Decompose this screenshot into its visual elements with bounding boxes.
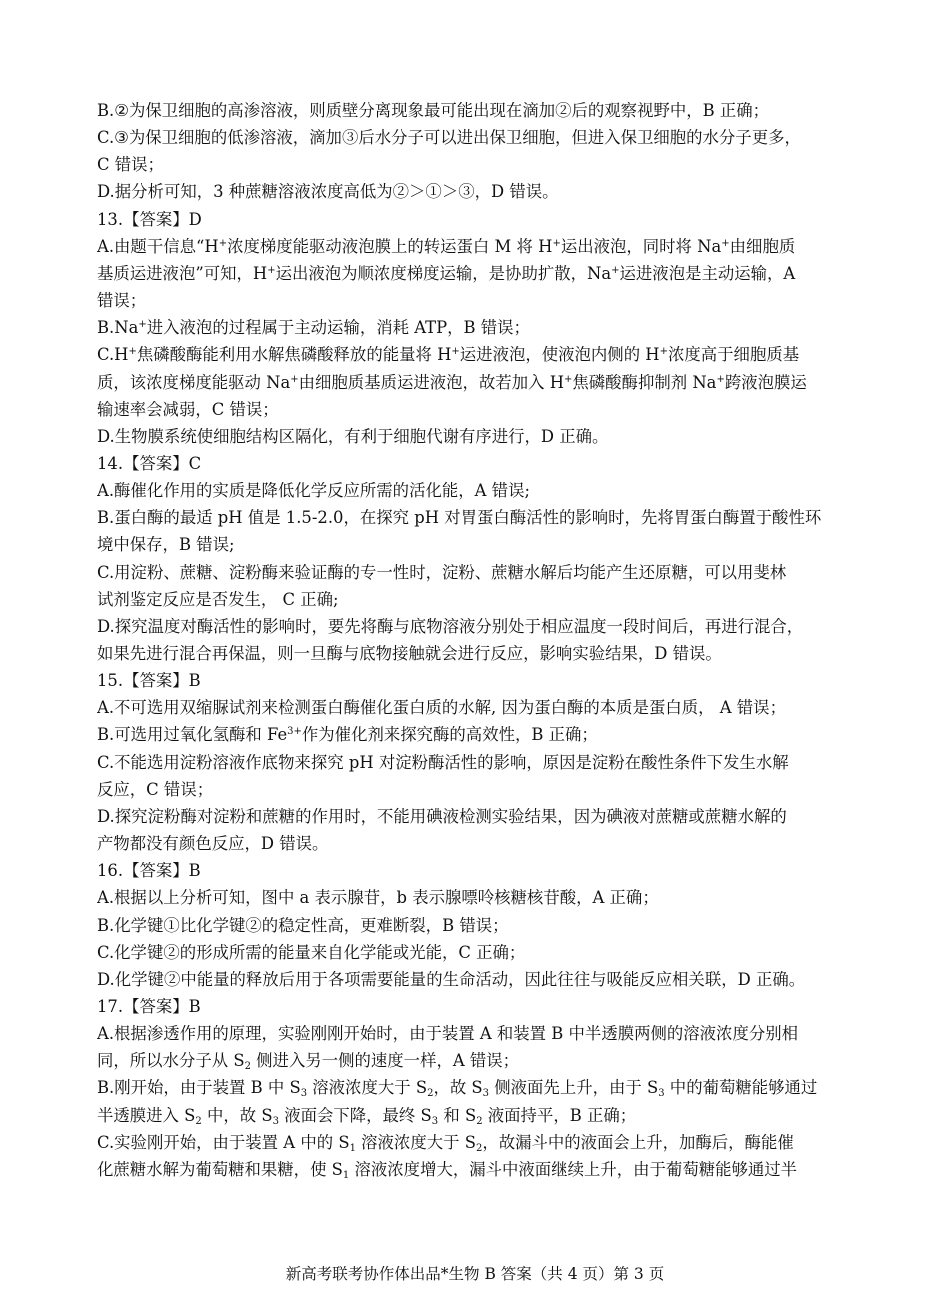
text-line: 质，该浓度梯度能驱动 Na+由细胞质基质运进液泡，故若加入 H+焦磷酸酶抑制剂 Na+跨液泡膜运 — [97, 372, 807, 392]
text-line: B.②为保卫细胞的高渗溶液，则质壁分离现象最可能出现在滴加②后的观察视野中，B 正确； — [97, 101, 770, 120]
text-line: B.蛋白酶的最适 pH 值是 1.5-2.0，在探究 pH 对胃蛋白酶活性的影响时，先将胃蛋白酶置于酸性环 — [97, 508, 822, 528]
text-line: 产物都没有颜色反应，D 错误。 — [97, 834, 329, 854]
text-line: 半透膜进入 $S_2$ 中，故 $S_3$ 液面会下降，最终 $S_3$ 和 $S_2$ 液面持平，B 正确； — [97, 1105, 637, 1127]
text-line: A.酶催化作用的实质是降低化学反应所需的活化能，A 错误; — [97, 481, 530, 501]
text-line: 同，所以水分子从 $S_2$ 侧进入另一侧的速度一样，A 错误； — [97, 1051, 520, 1073]
text-line: A.由题干信息“H+浓度梯度能驱动液泡膜上的转运蛋白 M 将 H+运出液泡，同时将 Na+由细胞质 — [97, 236, 796, 256]
text-line: A.不可选用双缩脲试剂来检测蛋白酶催化蛋白质的水解, 因为蛋白酶的本质是蛋白质， A 错误； — [97, 698, 786, 718]
text-line: 基质运进液泡”可知，H+运出液泡为顺浓度梯度运输，是协助扩散，Na+运进液泡是主动运输，A — [97, 263, 796, 283]
text-line: B.Na+进入液泡的过程属于主动运输，消耗 ATP，B 错误； — [97, 318, 530, 338]
page-footer: 新高考联考协作体出品*生物 B 答案（共 4 页）第 3 页 — [285, 1265, 665, 1283]
text-line: 16.【答案】B — [97, 861, 201, 881]
text-line: 17.【答案】B — [97, 996, 201, 1016]
text-line: C.实验刚开始，由于装置 A 中的 $S_1$ 溶液浓度大于 $S_2$，故漏斗中的液面会上升，加酶后，酶能催 — [97, 1132, 794, 1154]
text-line: C.③为保卫细胞的低渗溶液，滴加③后水分子可以进出保卫细胞，但进入保卫细胞的水分子更多， — [97, 128, 801, 148]
text-line: 反应，C 错误； — [97, 779, 214, 799]
text-line: C 错误； — [97, 155, 164, 175]
text-line: D.化学键②中能量的释放后用于各项需要能量的生命活动，因此往往与吸能反应相关联，D 正确。 — [97, 969, 806, 989]
text-line: 输速率会减弱，C 错误； — [97, 399, 279, 419]
text-line: C.化学键②的形成所需的能量来自化学能或光能，C 正确； — [97, 942, 526, 962]
text-line: A.根据以上分析可知，图中 a 表示腺苷，b 表示腺嘌呤核糖核苷酸，A 正确； — [97, 888, 659, 908]
text-line: D.生物膜系统使细胞结构区隔化，有利于细胞代谢有序进行，D 正确。 — [97, 426, 609, 446]
text-line: 如果先进行混合再保温，则一旦酶与底物接触就会进行反应，影响实验结果，D 错误。 — [97, 644, 722, 663]
text-line: C.用淀粉、蔗糖、淀粉酶来验证酶的专一性时，淀粉、蔗糖水解后均能产生还原糖，可以用斐林 — [97, 562, 787, 582]
text-line: 14.【答案】C — [97, 453, 202, 473]
text-line: 境中保存，B 错误; — [97, 535, 235, 555]
text-line: 错误； — [97, 291, 147, 311]
text-line: D.探究温度对酶活性的影响时，要先将酶与底物溶液分别处于相应温度一段时间后，再进行混合， — [97, 616, 804, 636]
text-line: B.刚开始，由于装置 B 中 $S_3$ 溶液浓度大于 $S_2$，故 $S_3$ 侧液面先上升，由于 $S_3$ 中的葡萄糖能够通过 — [97, 1078, 818, 1100]
text-line: B.化学键①比化学键②的稳定性高，更难断裂，B 错误； — [97, 915, 509, 935]
text-line: C.不能选用淀粉溶液作底物来探究 pH 对淀粉酶活性的影响，原因是淀粉在酸性条件下发生水解 — [97, 752, 789, 772]
text-line: 13.【答案】D — [97, 209, 202, 229]
text-line: 化蔗糖水解为葡萄糖和果糖，使 $S_1$ 溶液浓度增大，漏斗中液面继续上升，由于葡萄糖能够通过半 — [97, 1159, 798, 1181]
text-line: B.可选用过氧化氢酶和 $Fe^{3+}$作为催化剂来探究酶的高效性，B 正确； — [97, 725, 598, 745]
text-line: C.H+焦磷酸酶能利用水解焦磷酸释放的能量将 H+运进液泡，使液泡内侧的 H+浓度高于细胞质基 — [97, 345, 800, 365]
text-line: 试剂鉴定反应是否发生， C 正确; — [97, 589, 339, 609]
text-line: D.探究淀粉酶对淀粉和蔗糖的作用时，不能用碘液检测实验结果，因为碘液对蔗糖或蔗糖水解的 — [97, 806, 787, 826]
text-line: A.根据渗透作用的原理，实验刚刚开始时，由于装置 A 和装置 B 中半透膜两侧的溶液浓度分别相 — [97, 1024, 799, 1044]
text-line: 15.【答案】B — [97, 671, 201, 691]
text-line: D.据分析可知，3 种蔗糖溶液浓度高低为②＞①＞③，D 错误。 — [97, 182, 559, 202]
